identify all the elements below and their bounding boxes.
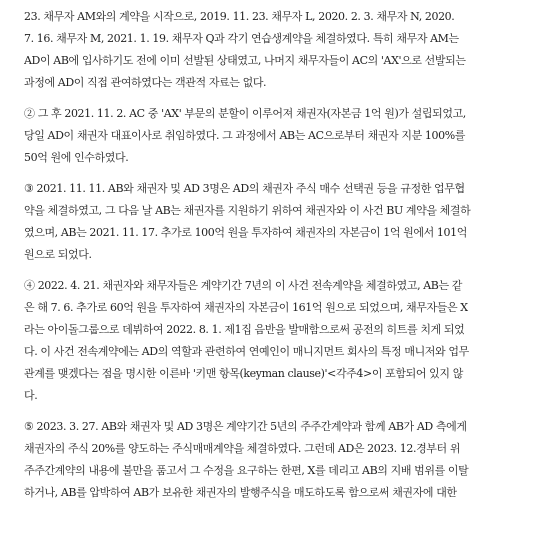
text-line: 하거나, AB를 압박하여 AB가 보유한 채권자의 발행주식을 매도하도록 함으로써 채권자에 대한 <box>24 486 457 499</box>
text-line: 약을 체결하였고, 그 다음 날 AB는 채권자를 지원하기 위하여 채권자와 이 사건 BU 계약을 체결하 <box>24 204 471 217</box>
text-line: ③ 2021. 11. 11. AB와 채권자 및 AD 3명은 AD의 채권자 주식 매수 선택권 등을 규정한 업무협 <box>24 182 465 195</box>
text-line: 은 해 7. 6. 추가로 60억 원을 투자하여 채권자의 자본금이 161억 원으로 되었으며, 채무자들은 X <box>24 301 468 314</box>
paragraph-4 <box>24 275 536 407</box>
text-line: 당일 AD이 채권자 대표이사로 취임하였다. 그 과정에서 AB는 AC으로부터 채권자 지분 100%를 <box>24 129 465 142</box>
text-line: 라는 아이돌그룹으로 데뷔하여 2022. 8. 1. 제1집 음반을 발매함으로써 공전의 히트를 치게 되었 <box>24 323 465 336</box>
text-line: 채권자의 주식 20%를 양도하는 주식매매계약을 체결하였다. 그런데 AD은 2023. 12.경부터 위 <box>24 442 461 455</box>
text-line: ⑤ 2023. 3. 27. AB와 채권자 및 AD 3명은 계약기간 5년의 주주간계약과 함께 AB가 AD 측에게 <box>24 420 467 433</box>
paragraph-1 <box>24 6 536 94</box>
text-line: AD이 AB에 입사하기도 전에 이미 선발된 상태였고, 나머지 채무자들이 AC의 'AX'으로 선발되는 <box>24 54 466 67</box>
text-line: 였으며, AB는 2021. 11. 17. 추가로 100억 원을 투자하여 채권자의 자본금이 1억 원에서 101억 <box>24 226 467 239</box>
text-line: 다. <box>24 389 38 402</box>
paragraph-5 <box>24 416 536 504</box>
paragraph-2 <box>24 103 536 169</box>
text-line: 7. 16. 채무자 M, 2021. 1. 19. 채무자 Q과 각기 연습생계약을 체결하였다. 특히 채무자 AM는 <box>24 32 459 45</box>
text-line: 23. 채무자 AM와의 계약을 시작으로, 2019. 11. 23. 채무자 L, 2020. 2. 3. 채무자 N, 2020. <box>24 10 455 23</box>
text-line: 주주간계약의 내용에 불만을 품고서 그 수정을 요구하는 한편, X를 데리고 AB의 지배 범위를 이탈 <box>24 464 469 477</box>
paragraph-3 <box>24 178 536 266</box>
text-line: 원으로 되었다. <box>24 248 92 261</box>
text-line: 과정에 AD이 직접 관여하였다는 객관적 자료는 없다. <box>24 76 267 89</box>
text-line: ④ 2022. 4. 21. 채권자와 채무자들은 계약기간 7년의 이 사건 전속계약을 체결하였고, AB는 같 <box>24 279 463 292</box>
text-line: 다. 이 사건 전속계약에는 AD의 역할과 관련하여 연예인이 매니지먼트 회사의 특정 매니저와 업무 <box>24 345 469 358</box>
text-line: 관계를 맺겠다는 점을 명시한 이른바 '키맨 항목(keyman clause)'<각주4>이 포함되어 있지 않 <box>24 367 463 380</box>
text-line: ② 그 후 2021. 11. 2. AC 중 'AX' 부문의 분할이 이루어져 채권자(자본금 1억 원)가 설립되었고, <box>24 107 466 120</box>
text-line: 50억 원에 인수하였다. <box>24 151 129 164</box>
